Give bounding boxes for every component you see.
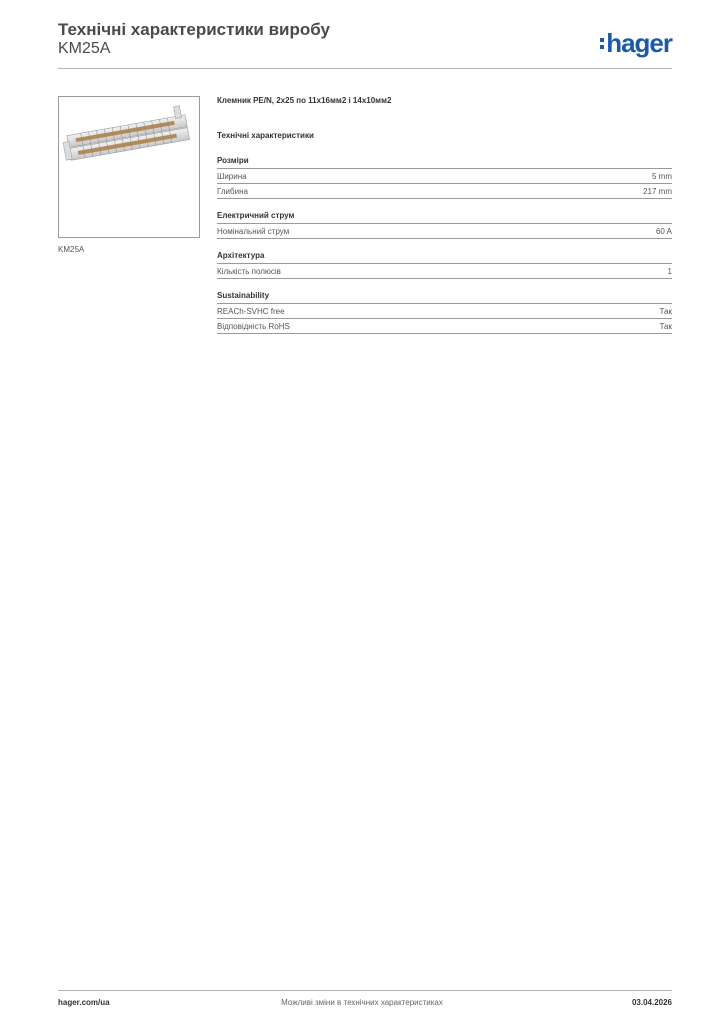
footer-website-link[interactable]: hager.com/ua: [58, 998, 110, 1007]
spec-label: Відповідність RoHS: [217, 322, 290, 331]
spec-value: Так: [659, 322, 672, 331]
spec-value: Так: [659, 307, 672, 316]
hager-logo: [600, 28, 672, 59]
footer-divider: [58, 990, 672, 991]
group-electrical-current: [217, 211, 672, 239]
page-title: Технічні характеристики виробу: [58, 20, 330, 39]
group-sustainability: [217, 291, 672, 334]
spec-row: [217, 304, 672, 319]
header-divider: [58, 68, 672, 69]
spec-label: REACh-SVHC free: [217, 307, 285, 316]
spec-label: Номінальний струм: [217, 227, 290, 236]
logo-dots-icon: [600, 35, 604, 52]
group-title: Архітектура: [217, 251, 672, 264]
spec-row: [217, 264, 672, 279]
group-dimensions: [217, 156, 672, 199]
footer-disclaimer: Можливі зміни в технічних характеристиках: [281, 998, 443, 1007]
product-name: Клемник PE/N, 2x25 по 11x16мм2 і 14x10мм2: [217, 96, 392, 105]
spec-value: 1: [667, 267, 672, 276]
spec-label: Ширина: [217, 172, 247, 181]
specs-heading: Технічні характеристики: [217, 131, 314, 140]
group-architecture: [217, 251, 672, 279]
spec-label: Глибина: [217, 187, 248, 196]
product-image: [58, 96, 200, 238]
spec-value: 217 mm: [643, 187, 672, 196]
spec-value: 5 mm: [652, 172, 672, 181]
spec-row: [217, 224, 672, 239]
terminal-block-image: [59, 97, 199, 237]
spec-row: [217, 184, 672, 199]
group-title: Sustainability: [217, 291, 672, 304]
spec-label: Кількість полюсів: [217, 267, 281, 276]
spec-row: [217, 319, 672, 334]
spec-value: 60 A: [655, 227, 672, 236]
footer-date: 03.04.2026: [631, 998, 672, 1007]
logo-text: hager: [606, 28, 672, 58]
group-title: Електричний струм: [217, 211, 672, 224]
product-code: KM25A: [58, 40, 111, 57]
image-caption: KM25A: [58, 245, 85, 254]
group-title: Розміри: [217, 156, 672, 169]
spec-row: [217, 169, 672, 184]
specs-panel: [217, 96, 672, 346]
